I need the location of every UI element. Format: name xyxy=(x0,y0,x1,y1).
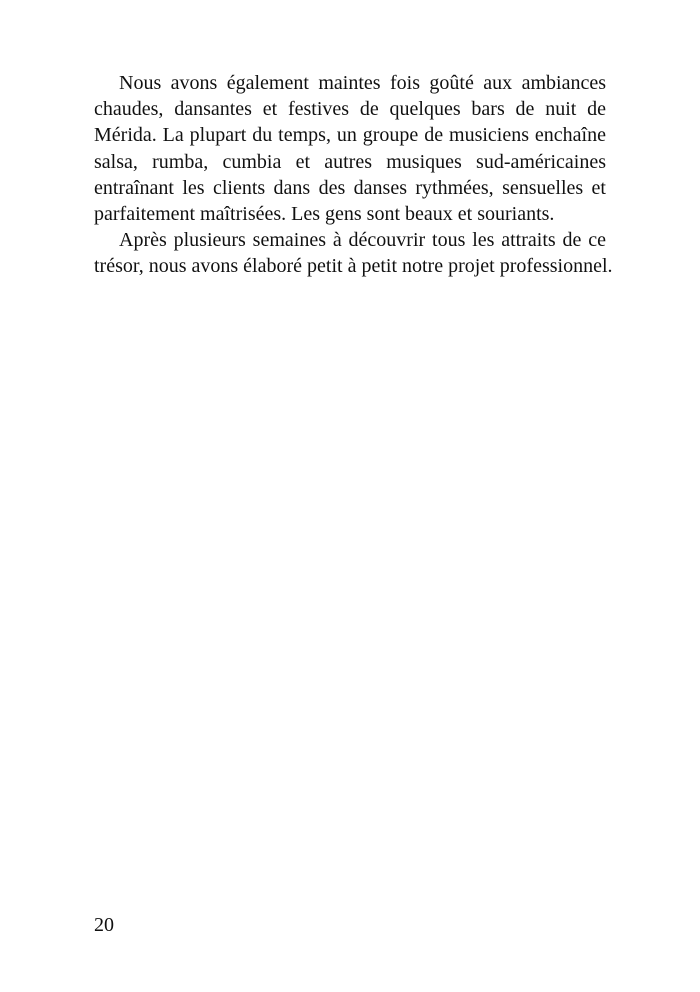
body-text xyxy=(94,70,613,280)
text-line: salsa, rumba, cumbia et autres musiques sud-américaines xyxy=(94,150,606,173)
text-line: parfaitement maîtrisées. Les gens sont beaux et souriants. xyxy=(94,203,555,226)
text-line: trésor, nous avons élaboré petit à petit notre projet professionnel. xyxy=(94,255,613,278)
text-line: Nous avons également maintes fois goûté aux ambiances xyxy=(119,72,606,94)
paragraph xyxy=(94,70,606,227)
text-line: entraînant les clients dans des danses rythmées, sensuelles et xyxy=(94,176,606,199)
text-line: Mérida. La plupart du temps, un groupe de musiciens enchaîne xyxy=(94,124,606,147)
text-line: chaudes, dansantes et festives de quelques bars de nuit de xyxy=(94,98,606,121)
text-line: Après plusieurs semaines à découvrir tous les attraits de ce xyxy=(119,229,606,252)
page-number: 20 xyxy=(94,914,114,936)
paragraph xyxy=(94,227,613,279)
